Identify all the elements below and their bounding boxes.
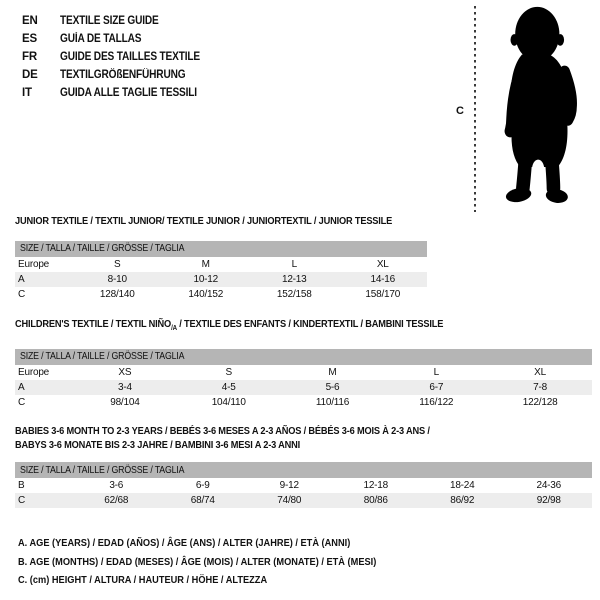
size-value: 128/140 <box>99 288 135 300</box>
table-title <box>15 425 592 452</box>
size-value: XL <box>376 258 389 270</box>
language-row <box>22 30 219 48</box>
size-value: 8-10 <box>107 273 127 285</box>
size-value: 4-5 <box>221 381 236 393</box>
size-table-section <box>15 318 592 410</box>
size-value: 98/104 <box>110 396 140 408</box>
language-label: TEXTILGRÖßENFÜHRUNG <box>60 69 186 81</box>
row-label: B <box>18 480 25 491</box>
size-header-bar: SIZE / TALLA / TAILLE / GRÖSSE / TAGLIA <box>15 241 427 257</box>
row-label: A <box>18 273 25 285</box>
size-table <box>15 241 427 302</box>
row-label: C <box>18 495 26 506</box>
size-header-bar: SIZE / TALLA / TAILLE / GRÖSSE / TAGLIA <box>15 462 592 478</box>
language-row <box>22 84 219 102</box>
size-value: 62/68 <box>104 495 129 506</box>
language-code: IT <box>22 87 32 99</box>
table-title-line: BABIES 3-6 MONTH TO 2-3 YEARS / BEBÉS 3-6 MESES A 2-3 AÑOS / BÉBÉS 3-6 MOIS À 2-3 ANS / <box>15 425 430 437</box>
size-value: S <box>225 366 232 378</box>
row-label: Europe <box>18 258 50 270</box>
language-label: TEXTILE SIZE GUIDE <box>60 15 159 27</box>
table-row <box>15 380 592 395</box>
height-figure <box>450 0 600 215</box>
note-line: A. AGE (YEARS) / EDAD (AÑOS) / ÂGE (ANS) / ALTER (JAHRE) / ETÀ (ANNI) <box>18 537 351 549</box>
size-table <box>15 349 592 410</box>
language-list <box>22 12 219 102</box>
size-value: 116/122 <box>419 396 454 408</box>
table-title-line: BABYS 3-6 MONATE BIS 2-3 JAHRE / BAMBINI 3-6 MESI A 2-3 ANNI <box>15 438 300 451</box>
language-code: FR <box>22 51 37 63</box>
table-title-line: CHILDREN'S TEXTILE / TEXTIL $NIÑO_{/A}$ / TEXTILE DES ENFANTS / KINDERTEXTIL / BAMBINI TESSILE <box>15 318 444 333</box>
size-value: 68/74 <box>190 495 215 506</box>
table-title <box>15 318 592 336</box>
table-row <box>15 395 592 410</box>
language-label: GUIDA ALLE TAGLIE TESSILI <box>60 87 197 99</box>
size-value: 5-6 <box>325 381 340 393</box>
language-row <box>22 48 219 66</box>
table-row <box>15 287 427 302</box>
size-value: L <box>291 258 297 270</box>
table-row <box>15 493 592 508</box>
row-label: Europe <box>18 366 50 378</box>
baby-silhouette-icon <box>450 0 600 215</box>
size-value: 140/152 <box>188 288 224 300</box>
size-value: 6-9 <box>195 480 210 491</box>
size-value: S <box>114 258 121 270</box>
size-value: 12-13 <box>281 273 307 285</box>
size-value: 7-8 <box>533 381 548 393</box>
size-value: 9-12 <box>279 480 299 491</box>
size-value: 86/92 <box>450 495 475 506</box>
language-label: GUÍA DE TALLAS <box>60 33 142 45</box>
size-value: XS <box>118 366 132 378</box>
size-value: 158/170 <box>365 288 401 300</box>
size-value: XL <box>534 366 547 378</box>
table-title-line: JUNIOR TEXTILE / TEXTIL JUNIOR/ TEXTILE JUNIOR / JUNIORTEXTIL / JUNIOR TESSILE <box>15 215 393 227</box>
size-header-bar: SIZE / TALLA / TAILLE / GRÖSSE / TAGLIA <box>15 349 592 365</box>
height-label: C <box>456 105 464 117</box>
size-value: 110/116 <box>315 396 350 408</box>
size-value: 24-36 <box>536 480 562 491</box>
note-line: C. (cm) HEIGHT / ALTURA / HAUTEUR / HÖHE / ALTEZZA <box>18 574 268 586</box>
size-value: M <box>328 366 337 378</box>
table-row <box>15 365 592 380</box>
size-value: 152/158 <box>276 288 312 300</box>
size-table <box>15 462 592 508</box>
size-value: 74/80 <box>277 495 302 506</box>
size-table-section <box>15 425 592 508</box>
language-label: GUIDE DES TAILLES TEXTILE <box>60 51 200 63</box>
size-value: M <box>201 258 210 270</box>
size-value: 80/86 <box>363 495 388 506</box>
row-label: C <box>18 288 26 300</box>
size-value: L <box>433 366 439 378</box>
language-code: EN <box>22 15 38 27</box>
row-label: C <box>18 396 26 408</box>
size-value: 3-4 <box>117 381 132 393</box>
table-row <box>15 478 592 493</box>
language-row <box>22 66 219 84</box>
size-value: 6-7 <box>429 381 444 393</box>
size-value: 12-18 <box>363 480 389 491</box>
row-label: A <box>18 381 25 393</box>
measurement-notes <box>18 534 425 590</box>
size-value: 3-6 <box>109 480 124 491</box>
size-table-section <box>15 215 427 302</box>
language-code: ES <box>22 33 37 45</box>
language-code: DE <box>22 69 38 81</box>
size-value: 14-16 <box>370 273 396 285</box>
table-row <box>15 272 427 287</box>
size-value: 18-24 <box>449 480 475 491</box>
size-value: 92/98 <box>536 495 561 506</box>
size-value: 10-12 <box>193 273 219 285</box>
table-row <box>15 257 427 272</box>
size-value: 104/110 <box>211 396 246 408</box>
language-row <box>22 12 219 30</box>
size-value: 122/128 <box>522 396 558 408</box>
table-title <box>15 215 427 229</box>
note-line: B. AGE (MONTHS) / EDAD (MESES) / ÂGE (MOIS) / ALTER (MONATE) / ETÀ (MESI) <box>18 555 377 568</box>
